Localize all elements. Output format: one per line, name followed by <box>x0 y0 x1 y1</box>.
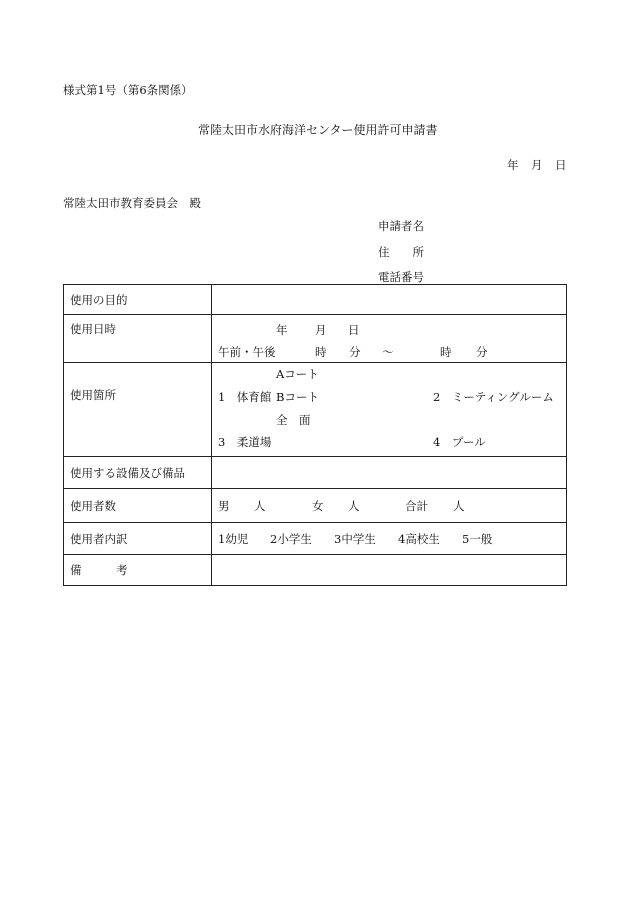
row-breakdown <box>64 523 567 555</box>
row-datetime <box>64 315 567 363</box>
count-male-unit: 人 <box>254 499 266 513</box>
breakdown-high-school: 4高校生 <box>398 532 440 546</box>
place-judo: 3 柔道場 <box>218 435 272 449</box>
row-equipment <box>64 457 567 489</box>
purpose-field[interactable] <box>212 285 567 315</box>
breakdown-general: 5一般 <box>462 532 493 546</box>
equipment-label: 使用する設備及び備品 <box>64 457 212 489</box>
row-remarks <box>64 555 567 586</box>
datetime-minute-end: 分 <box>476 345 488 359</box>
count-total-unit: 人 <box>453 499 465 513</box>
date-year-label: 年 <box>507 158 519 172</box>
count-male: 男 <box>218 499 230 513</box>
date-month-label: 月 <box>531 158 543 172</box>
row-place <box>64 363 567 457</box>
form-number: 様式第1号（第6条関係） <box>63 83 193 97</box>
breakdown-field[interactable] <box>212 523 567 555</box>
application-form-table <box>63 284 567 586</box>
datetime-label: 使用日時 <box>70 322 116 336</box>
applicant-name-label: 申請者名 <box>378 219 424 233</box>
applicant-address-label: 住 所 <box>378 245 424 259</box>
breakdown-label: 使用者内訳 <box>64 523 212 555</box>
datetime-minute-start: 分 <box>349 345 361 359</box>
datetime-day: 日 <box>348 323 360 337</box>
addressee: 常陸太田市教育委員会 殿 <box>63 196 201 210</box>
count-total: 合計 <box>405 499 428 513</box>
count-female-unit: 人 <box>348 499 360 513</box>
remarks-label: 備 考 <box>64 555 212 586</box>
breakdown-infant: 1幼児 <box>218 532 249 546</box>
remarks-field[interactable] <box>212 555 567 586</box>
count-label: 使用者数 <box>64 489 212 523</box>
datetime-field[interactable] <box>212 315 567 363</box>
count-female: 女 <box>312 499 324 513</box>
breakdown-junior-high: 3中学生 <box>334 532 376 546</box>
place-pool: 4 プール <box>433 435 486 449</box>
applicant-phone-label: 電話番号 <box>378 270 424 284</box>
place-whole: 全 面 <box>276 413 311 427</box>
datetime-month: 月 <box>315 323 327 337</box>
place-gym: 1 体育館 <box>218 390 272 404</box>
datetime-year: 年 <box>276 323 288 337</box>
datetime-hour-start: 時 <box>315 345 327 359</box>
document-title: 常陸太田市水府海洋センター使用許可申請書 <box>198 123 438 137</box>
place-b-court: Bコート <box>276 390 319 404</box>
datetime-hour-end: 時 <box>440 345 452 359</box>
row-purpose <box>64 285 567 315</box>
count-field[interactable] <box>212 489 567 523</box>
row-count <box>64 489 567 523</box>
place-field[interactable] <box>212 363 567 457</box>
breakdown-elementary: 2小学生 <box>270 532 312 546</box>
datetime-tilde: ～ <box>382 345 394 359</box>
date-day-label: 日 <box>555 158 567 172</box>
place-a-court: Aコート <box>276 367 319 381</box>
datetime-ampm: 午前・午後 <box>218 345 276 359</box>
place-meeting-room: 2 ミーティングルーム <box>433 390 554 404</box>
purpose-label: 使用の目的 <box>64 285 212 315</box>
equipment-field[interactable] <box>212 457 567 489</box>
place-label: 使用箇所 <box>70 388 116 402</box>
